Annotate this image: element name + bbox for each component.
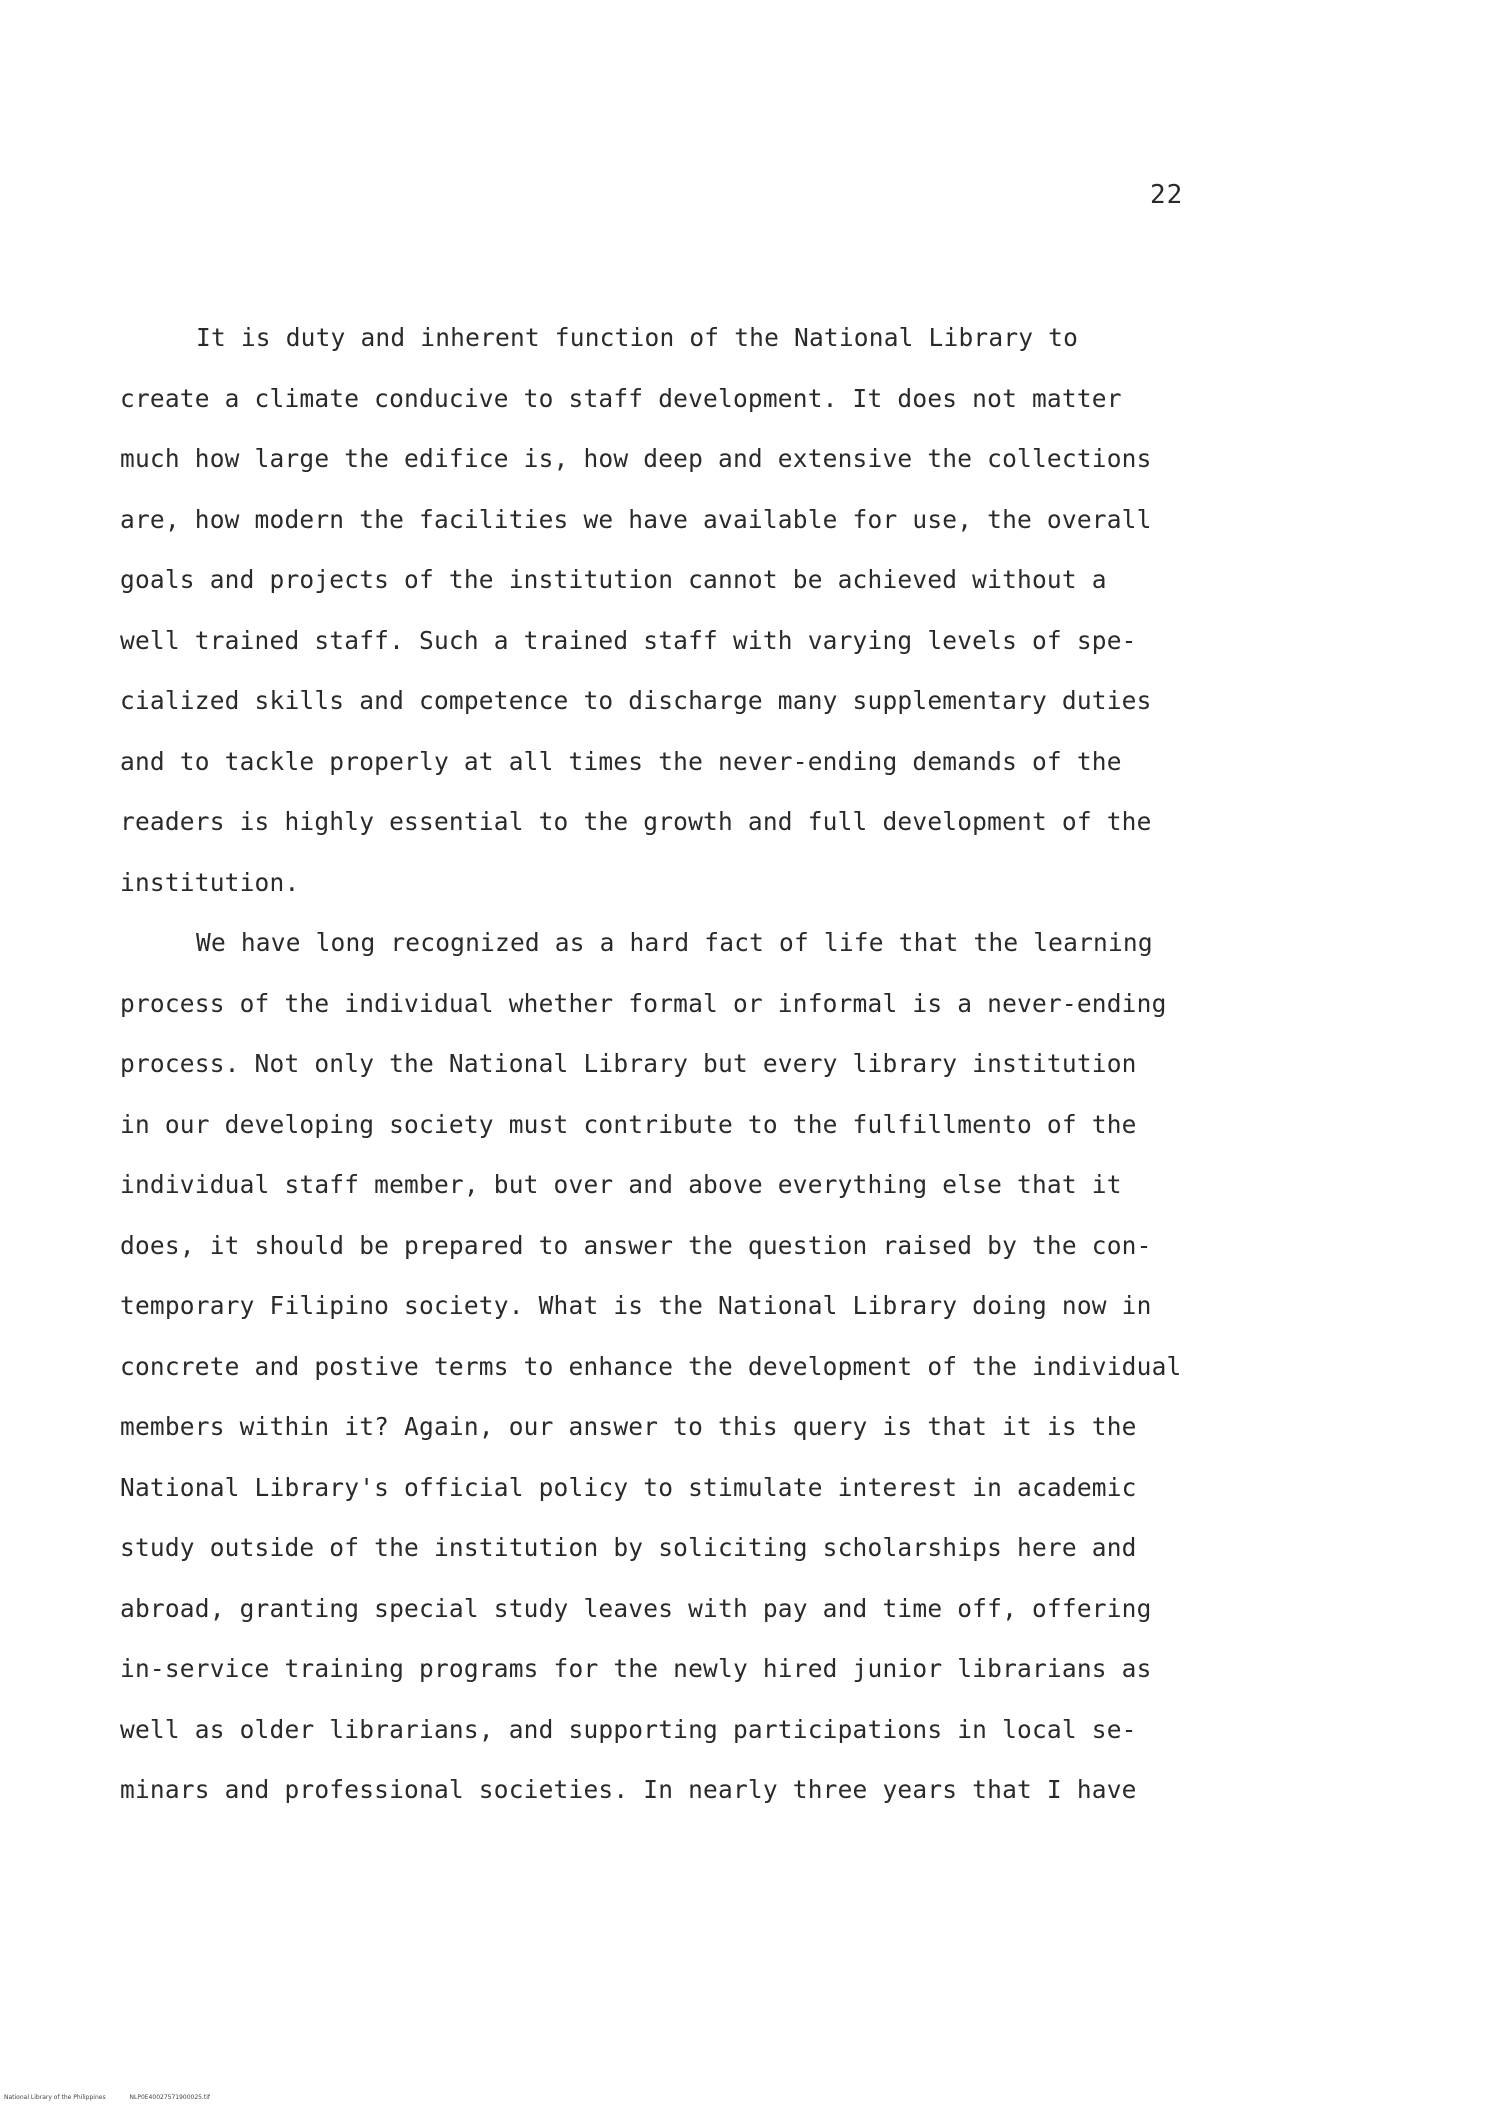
- text-line: cialized skills and competence to discharge many supplementary duties: [120, 686, 1152, 715]
- text-line: National Library's official policy to stimulate interest in academic: [120, 1472, 1137, 1502]
- text-line: much how large the edifice is, how deep and extensive the collections: [120, 444, 1152, 473]
- text-line: in-service training programs for the newly hired junior librarians as: [120, 1654, 1152, 1683]
- text-line: are, how modern the facilities we have available for use, the overall: [120, 504, 1152, 534]
- text-line: temporary Filipino society. What is the National Library doing now in: [120, 1291, 1152, 1320]
- text-line: concrete and postive terms to enhance the development of the individual: [120, 1351, 1182, 1381]
- text-line: abroad, granting special study leaves with pay and time off, offering: [120, 1593, 1152, 1623]
- text-line: process of the individual whether formal or informal is a never-ending: [120, 988, 1167, 1018]
- text-line: process. Not only the National Library but every library institution: [120, 1049, 1137, 1078]
- text-line: create a climate conducive to staff development. It does not matter: [120, 383, 1122, 413]
- document-body: [120, 308, 1200, 1821]
- text-line: does, it should be prepared to answer the question raised by the con-: [120, 1230, 1152, 1260]
- text-line: individual staff member, but over and above everything else that it: [120, 1170, 1122, 1199]
- text-line: members within it? Again, our answer to this query is that it is the: [120, 1412, 1137, 1441]
- page-number: 22: [1150, 180, 1184, 210]
- text-line: It is duty and inherent function of the National Library to: [196, 323, 1079, 352]
- text-line: well as older librarians, and supporting participations in local se-: [120, 1714, 1137, 1744]
- text-line: in our developing society must contribute to the fulfillmento of the: [120, 1109, 1137, 1139]
- text-line: institution.: [120, 867, 300, 897]
- text-line: goals and projects of the institution cannot be achieved without a: [120, 565, 1107, 594]
- text-line: study outside of the institution by soliciting scholarships here and: [120, 1533, 1137, 1562]
- scan-footer: [4, 2094, 210, 2101]
- text-line: and to tackle properly at all times the never-ending demands of the: [120, 746, 1122, 776]
- text-line: readers is highly essential to the growth and full development of the: [120, 807, 1152, 836]
- text-line: minars and professional societies. In nearly three years that I have: [120, 1775, 1137, 1804]
- text-line: We have long recognized as a hard fact of life that the learning: [196, 928, 1153, 957]
- footer-institution: National Library of the Philippines: [4, 2094, 106, 2101]
- footer-file-id: NLP0E40027571900025.tif: [129, 2094, 211, 2101]
- text-line: well trained staff. Such a trained staff with varying levels of spe-: [120, 625, 1137, 655]
